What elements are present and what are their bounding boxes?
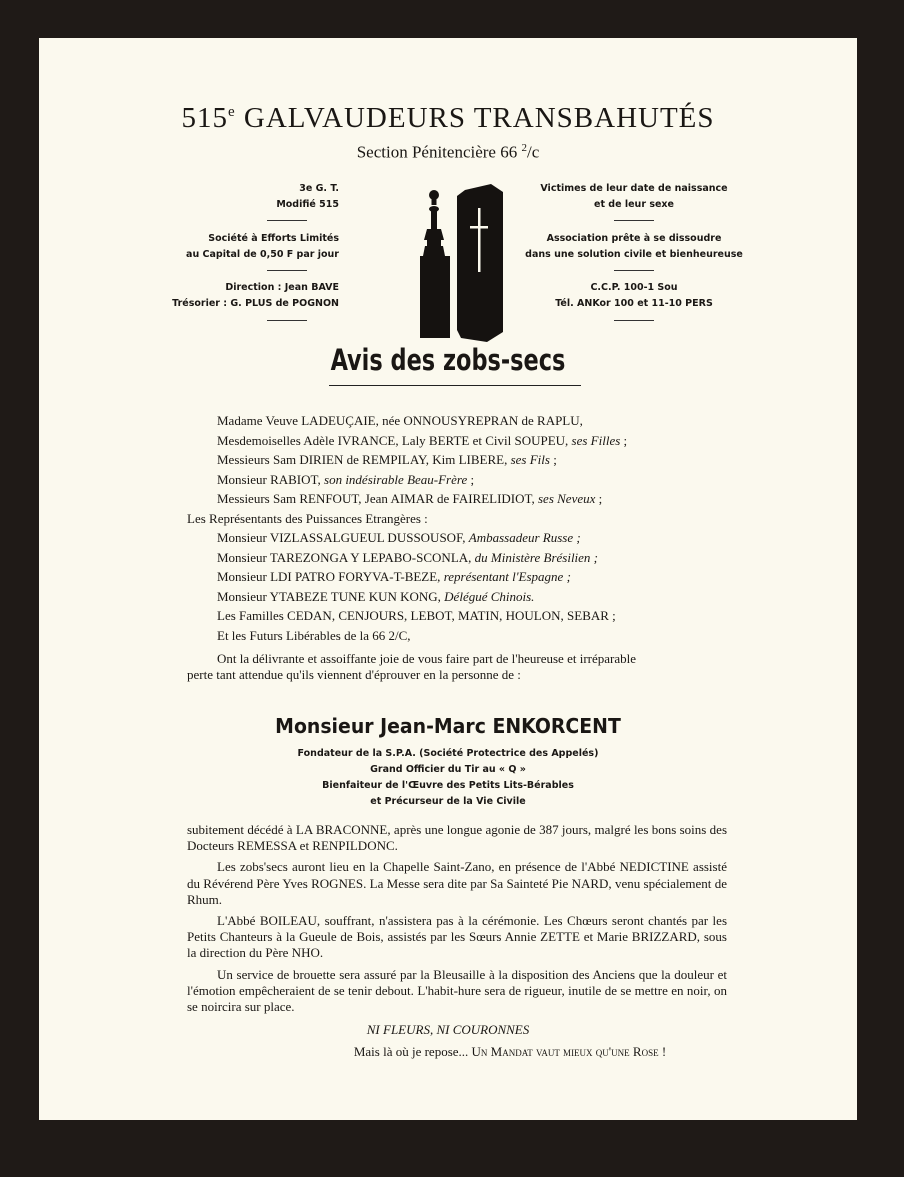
list-item: Les Familles CEDAN, CENJOURS, LEBOT, MATIN, HOULON, SEBAR ; <box>217 608 616 623</box>
list-item: Monsieur TAREZONGA Y LEPABO-SCONLA, du Ministère Brésilien ; <box>217 549 599 565</box>
list-item: Et les Futurs Libérables de la 66 2/C, <box>217 627 411 643</box>
list-item: Messieurs Sam RENFOUT, Jean AIMAR de FAIRELIDIOT, ses Neveux ; <box>217 491 603 506</box>
document-subtitle: Section Pénitencière 66 $^2$/c <box>356 142 540 162</box>
announcement-sheet <box>39 38 857 1120</box>
list-item: Mesdemoiselles Adèle IVRANCE, Laly BERTE et Civil SOUPEU, ses Filles ; <box>217 432 628 448</box>
paragraph: Les zobs'secs auront lieu en la Chapelle Saint-Zano, en présence de l'Abbé NEDICTINE assisté du Révérend Père Yves ROGNES. La Messe sera dite par Sa Sainteté Pie NARD, venu spécialement de Rhum. <box>187 859 727 907</box>
coffin-emblem-icon <box>415 182 507 342</box>
list-item: Monsieur YTABEZE TUNE KUN KONG, Délégué Chinois. <box>217 588 535 604</box>
list-item: Monsieur RABIOT, son indésirable Beau-Frère ; <box>217 471 475 487</box>
deceased-name: Monsieur Jean-Marc ENKORCENT <box>275 714 621 738</box>
heading-underline <box>329 385 581 386</box>
header-left-unit: 3e G. T. Modifié 515 <box>276 183 339 210</box>
divider <box>267 320 307 321</box>
honors-list: Fondateur de la S.P.A. (Société Protectrice des Appelés) Grand Officier du Tir au « Q » Bienfaiteur de l'Œuvre des Petits Lits-Bérables et Précurseur de la Vie Civile <box>297 748 599 807</box>
divider <box>614 270 654 271</box>
header-right-association: Association prête à se dissoudre dans une solution civile et bienheureuse <box>525 233 743 260</box>
header-right-victims: Victimes de leur date de naissance et de leur sexe <box>540 183 728 210</box>
closing-motto: Mais là où je repose... Un Mandat vaut mieux qu'une Rose ! <box>353 1044 667 1059</box>
paragraph: Un service de brouette sera assuré par la Bleusaille à la disposition des Anciens que la douleur et l'émotion empêcheraient de se tenir debout. L'habit-hure sera de rigueur, inutile de se mettre en noir, on se noircira sur place. <box>187 966 727 1015</box>
announcement-line: perte tant attendue qu'ils viennent d'éprouver en la personne de : <box>187 667 521 682</box>
header-right-contact: C.C.P. 100-1 Sou Tél. ANKor 100 et 11-10 PERS <box>555 282 713 309</box>
document-title: 515e GALVAUDEURS TRANSBAHUTÉS <box>181 102 715 134</box>
body-text <box>187 822 727 1015</box>
list-item: Monsieur VIZLASSALGUEUL DUSSOUSOF, Ambassadeur Russe ; <box>217 530 581 545</box>
notice-heading: Avis des zobs-secs <box>330 343 566 377</box>
header-left-direction: Direction : Jean BAVE Trésorier : G. PLUS de POGNON <box>172 282 339 309</box>
list-item: Monsieur LDI PATRO FORYVA-T-BEZE, représentant l'Espagne ; <box>217 569 571 584</box>
list-item: Les Représentants des Puissances Etrangères : <box>187 510 428 526</box>
header-left-company: Société à Efforts Limités au Capital de 0,50 F par jour <box>186 233 339 260</box>
list-item: Madame Veuve LADEUÇAIE, née ONNOUSYREPRAN de RAPLU, <box>217 413 583 428</box>
divider <box>614 320 654 321</box>
mourners-list <box>187 411 747 683</box>
list-item: Messieurs Sam DIRIEN de REMPILAY, Kim LIBERE, ses Fils ; <box>217 452 557 467</box>
announcement-line: Ont la délivrante et assoiffante joie de vous faire part de l'heureuse et irréparable <box>217 651 637 666</box>
no-flowers-line: NI FLEURS, NI COURONNES <box>366 1022 530 1037</box>
paragraph: L'Abbé BOILEAU, souffrant, n'assistera pas à la cérémonie. Les Chœurs seront chantés par les Petits Chanteurs à la Gueule de Bois, assistés par les Sœurs Annie ZETTE et Marie BRIZZARD, sous la direction du Père NHO. <box>187 913 727 961</box>
divider <box>267 270 307 271</box>
paragraph: subitement décédé à LA BRACONNE, après une longue agonie de 387 jours, malgré les bons soins des Docteurs REMESSA et RENPILDONC. <box>187 822 727 854</box>
divider <box>614 220 654 221</box>
divider <box>267 220 307 221</box>
